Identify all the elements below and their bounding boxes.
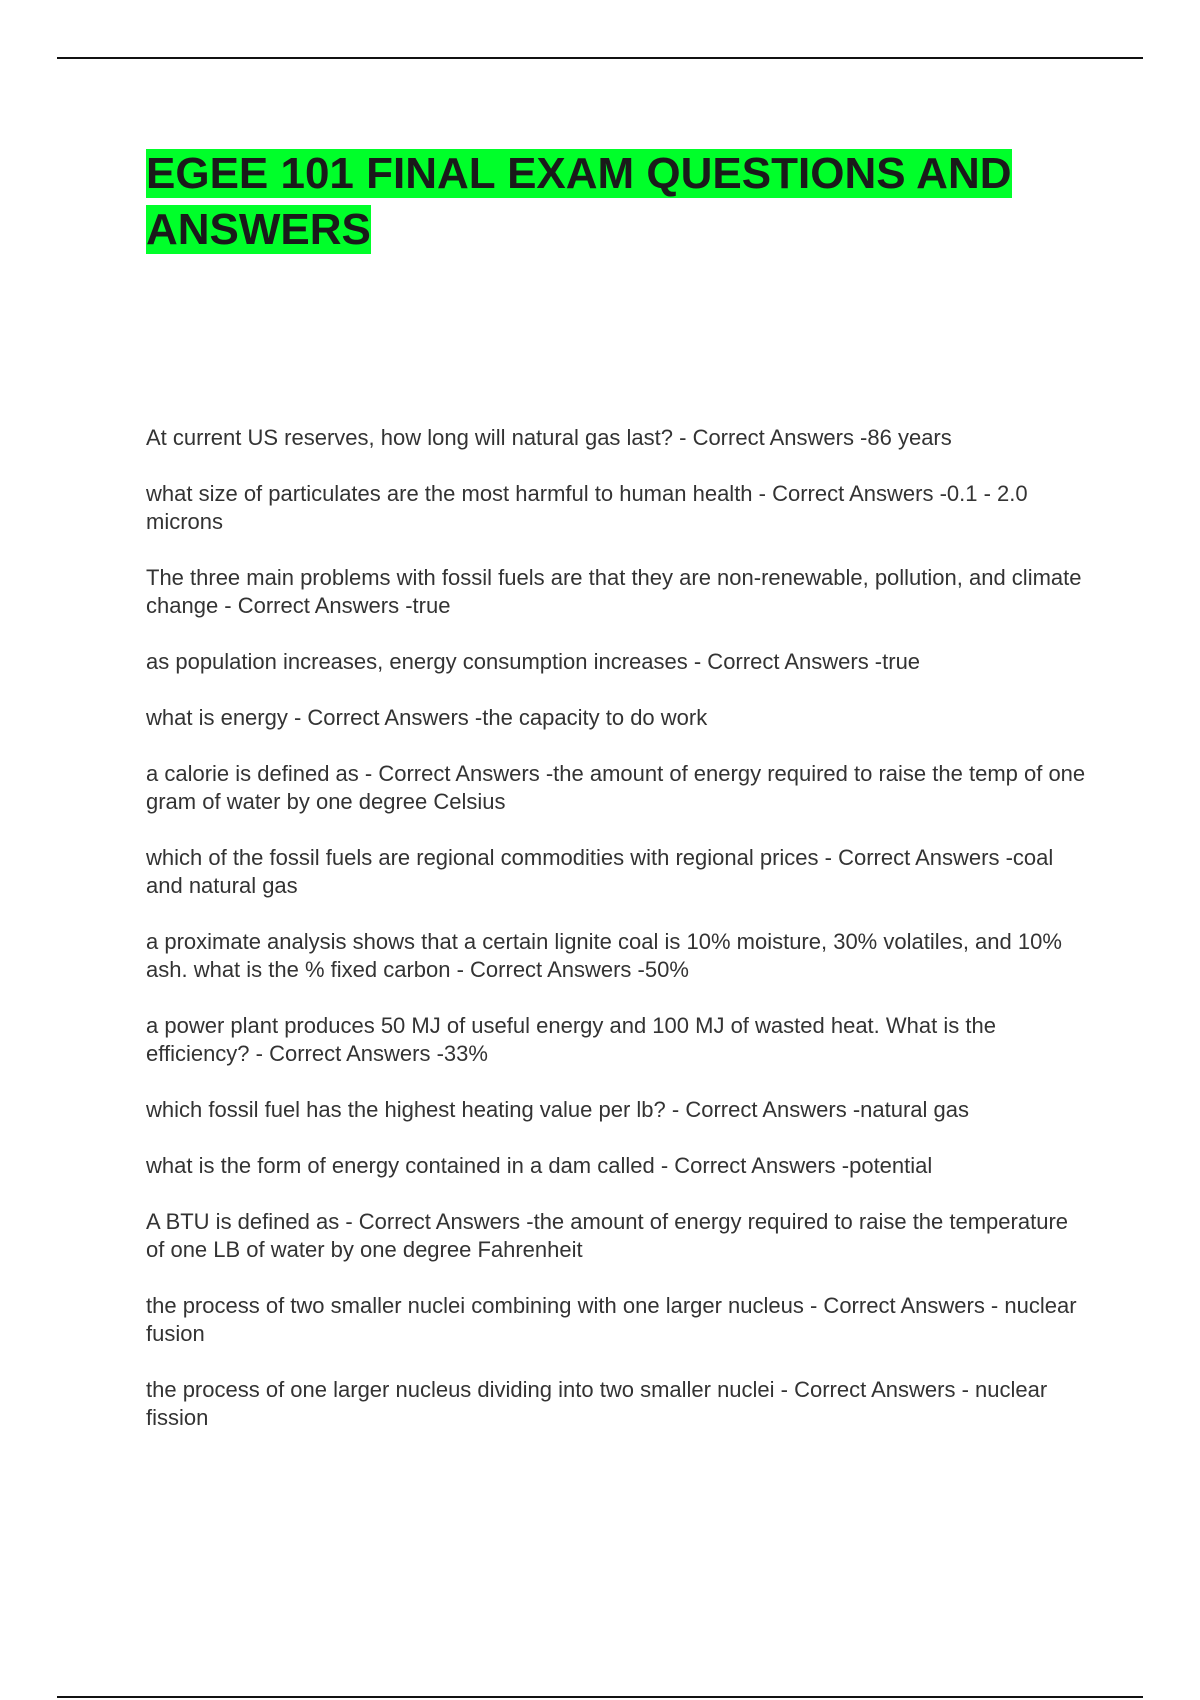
qa-item: what is energy - Correct Answers -the capacity to do work bbox=[146, 705, 708, 730]
qa-item: The three main problems with fossil fuels are that they are non-renewable, pollution, and climate change - Correct Answers -true bbox=[146, 565, 1082, 618]
qa-item: which of the fossil fuels are regional commodities with regional prices - Correct Answers -coal and natural gas bbox=[146, 845, 1054, 898]
qa-list bbox=[146, 424, 1086, 1460]
page-title bbox=[146, 146, 1046, 258]
qa-item: the process of two smaller nuclei combining with one larger nucleus - Correct Answers - nuclear fusion bbox=[146, 1293, 1077, 1346]
qa-item: a proximate analysis shows that a certain lignite coal is 10% moisture, 30% volatiles, and 10% ash. what is the % fixed carbon - Correct Answers -50% bbox=[146, 929, 1062, 982]
qa-item: what size of particulates are the most harmful to human health - Correct Answers -0.1 - 2.0 microns bbox=[146, 481, 1028, 534]
qa-item: what is the form of energy contained in a dam called - Correct Answers -potential bbox=[146, 1153, 933, 1178]
top-rule bbox=[57, 57, 1143, 59]
qa-item: a calorie is defined as - Correct Answers -the amount of energy required to raise the temp of one gram of water by one degree Celsius bbox=[146, 761, 1086, 814]
qa-item: as population increases, energy consumption increases - Correct Answers -true bbox=[146, 649, 921, 674]
title-highlight: EGEE 101 FINAL EXAM QUESTIONS AND ANSWERS bbox=[146, 149, 1012, 254]
qa-item: the process of one larger nucleus dividing into two smaller nuclei - Correct Answers - nuclear fission bbox=[146, 1377, 1048, 1430]
qa-item: a power plant produces 50 MJ of useful energy and 100 MJ of wasted heat. What is the efficiency? - Correct Answers -33% bbox=[146, 1013, 996, 1066]
qa-item: A BTU is defined as - Correct Answers -the amount of energy required to raise the temperature of one LB of water by one degree Fahrenheit bbox=[146, 1209, 1069, 1262]
qa-item: which fossil fuel has the highest heating value per lb? - Correct Answers -natural gas bbox=[146, 1097, 969, 1122]
qa-item: At current US reserves, how long will natural gas last? - Correct Answers -86 years bbox=[146, 425, 952, 450]
bottom-rule bbox=[57, 1696, 1143, 1698]
